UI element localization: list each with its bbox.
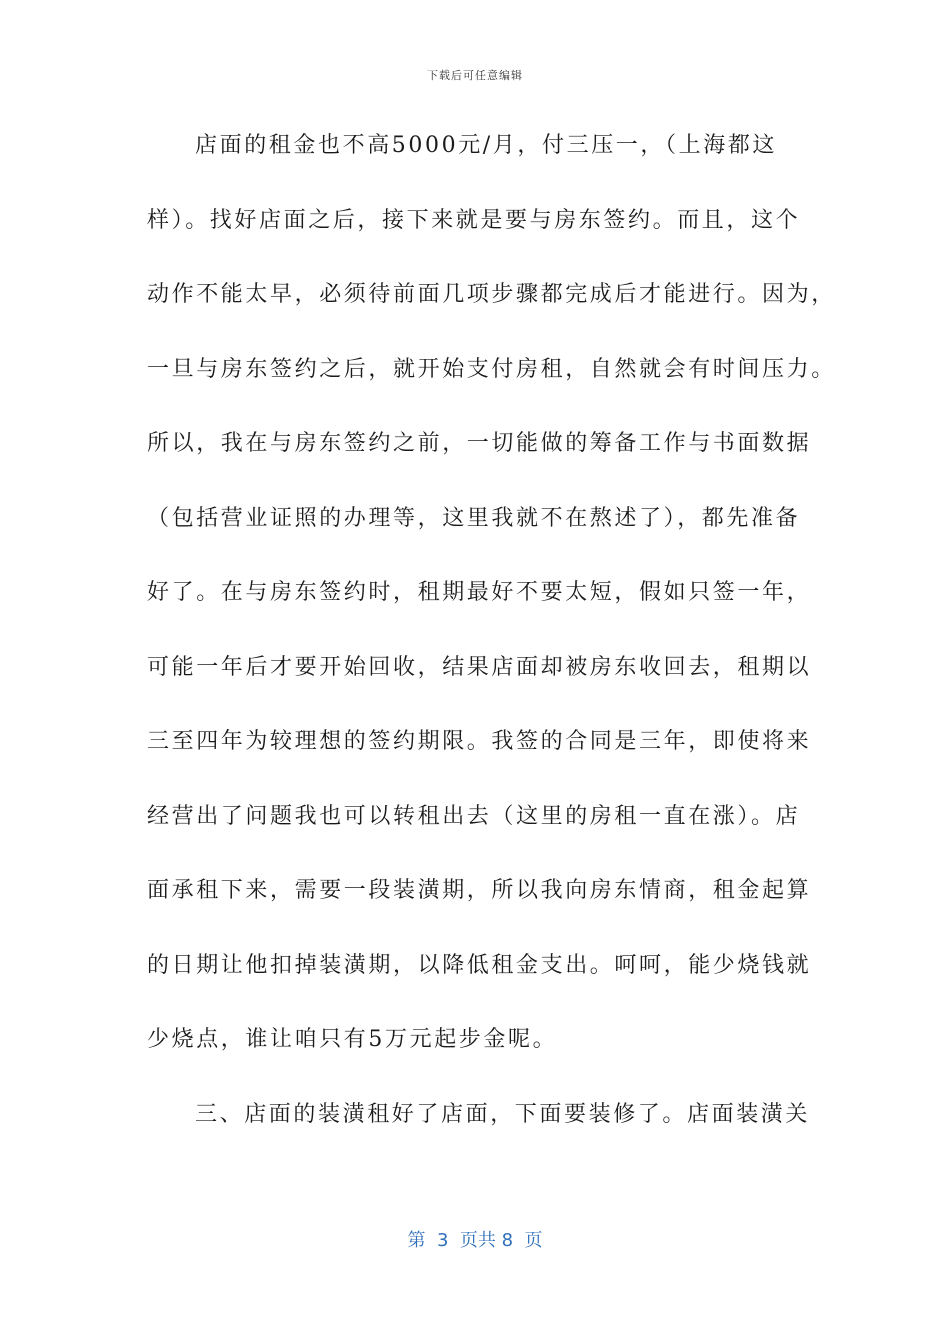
text-line: 三至四年为较理想的签约期限。我签的合同是三年，即使将来 bbox=[147, 729, 812, 754]
text-line: 可能一年后才要开始回收，结果店面却被房东收回去，租期以 bbox=[147, 655, 812, 680]
text-line: 所以，我在与房东签约之前，一切能做的筹备工作与书面数据 bbox=[147, 431, 812, 456]
text-line: 店面的租金也不高5000元/月，付三压一，（上海都这 bbox=[195, 133, 778, 158]
text-line: 样）。找好店面之后，接下来就是要与房东签约。而且，这个 bbox=[147, 208, 801, 233]
text-line: 动作不能太早，必须待前面几项步骤都完成后才能进行。因为， bbox=[147, 282, 836, 307]
page-number: 第 3 页共 8 页 bbox=[407, 1230, 543, 1251]
text-line: 少烧点，谁让咱只有5万元起步金呢。 bbox=[147, 1027, 558, 1052]
header-note: 下载后可任意编辑 bbox=[427, 69, 523, 82]
text-line: 一旦与房东签约之后，就开始支付房租，自然就会有时间压力。 bbox=[147, 357, 836, 382]
text-line: 好了。在与房东签约时，租期最好不要太短，假如只签一年， bbox=[147, 580, 812, 605]
text-line: （包括营业证照的办理等，这里我就不在熬述了），都先准备 bbox=[147, 506, 801, 531]
text-line: 面承租下来，需要一段装潢期，所以我向房东情商，租金起算 bbox=[147, 878, 812, 903]
text-line: 三、店面的装潢租好了店面，下面要装修了。店面装潢关 bbox=[195, 1102, 811, 1127]
text-line: 的日期让他扣掉装潢期，以降低租金支出。呵呵，能少烧钱就 bbox=[147, 953, 812, 978]
text-line: 经营出了问题我也可以转租出去（这里的房租一直在涨）。店 bbox=[147, 804, 801, 829]
